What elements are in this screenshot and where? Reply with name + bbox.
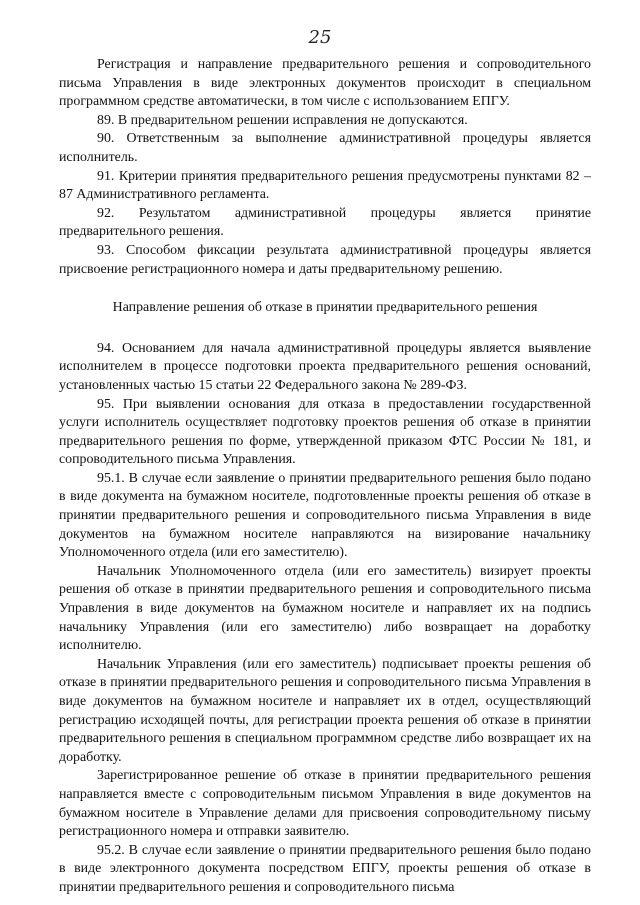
paragraph-administration-head: Начальник Управления (или его заместитель) подписывает проекты решения об отказе в принятии предварительного решения и сопроводительного письма Управления в виде документов на бумажном носителе и направляет их в отдел, осуществляющий регистрацию исходящей почты, для регистрации проекта решения об отказе в принятии предварительного решения в специальном программном средстве либо возвращает их на доработку. [59, 656, 591, 765]
paragraph-90: 90. Ответственным за выполнение административной процедуры является исполнитель. [59, 131, 591, 165]
paragraph-95: 95. При выявлении основания для отказа в предоставлении государственной услуги исполнитель осуществляет подготовку проектов решения об отказе в принятии предварительного решения по форме, утвержденной приказом ФТС России № 181, и сопроводительного письма Управления. [59, 396, 591, 468]
paragraph-89: 89. В предварительном решении исправления не допускаются. [97, 112, 468, 128]
paragraph-94: 94. Основанием для начала административной процедуры является выявление исполнителем в процессе подготовки проекта предварительного решения оснований, установленных частью 15 статьи 22 Федерального закона № 289-ФЗ. [59, 340, 591, 393]
paragraph-department-head: Начальник Уполномоченного отдела (или его заместитель) визирует проекты решения об отказе в принятии предварительного решения и сопроводительного письма Управления в виде документов на бумажном носителе и направляет их на подпись начальнику Управления (или его заместителю) либо возвращает на доработку исполнителю. [59, 563, 591, 654]
document-body [59, 56, 591, 898]
paragraph-95-2: 95.2. В случае если заявление о принятии предварительного решения было подано в виде электронного документа посредством ЕПГУ, проекты решения об отказе в принятии предварительного решения и сопроводительного письма [59, 842, 591, 895]
paragraph-92: 92. Результатом административной процедуры является принятие предварительного решения. [59, 205, 591, 240]
paragraph-registered-decision: Зарегистрированное решение об отказе в принятии предварительного решения направляется вместе с сопроводительным письмом Управления в виде документов на бумажном носителе в Управление делами для присвоения сопроводительному письму регистрационного номера и отправки заявителю. [59, 768, 591, 840]
section-heading: Направление решения об отказе в принятии предварительного решения [112, 300, 538, 316]
paragraph-91: 91. Критерии принятия предварительного решения предусмотрены пунктами 82 – 87 Административного регламента. [59, 168, 591, 203]
paragraph-95-1: 95.1. В случае если заявление о принятии предварительного решения было подано в виде документа на бумажном носителе, подготовленные проекты решения об отказе в принятии предварительного решения и сопроводительного письма Управления в виде документов на бумажном носителе направляются на визирование начальнику Уполномоченного отдела (или его заместителю). [59, 470, 591, 561]
paragraph-93: 93. Способом фиксации результата административной процедуры является присвоение регистрационного номера и даты предварительному решению. [59, 242, 591, 277]
paragraph-registration: Регистрация и направление предварительного решения и сопроводительного письма Управления в виде электронных документов происходит в специальном программном средстве автоматически, в том числе с использованием ЕПГУ. [59, 57, 591, 110]
page-number: 25 [308, 27, 332, 48]
